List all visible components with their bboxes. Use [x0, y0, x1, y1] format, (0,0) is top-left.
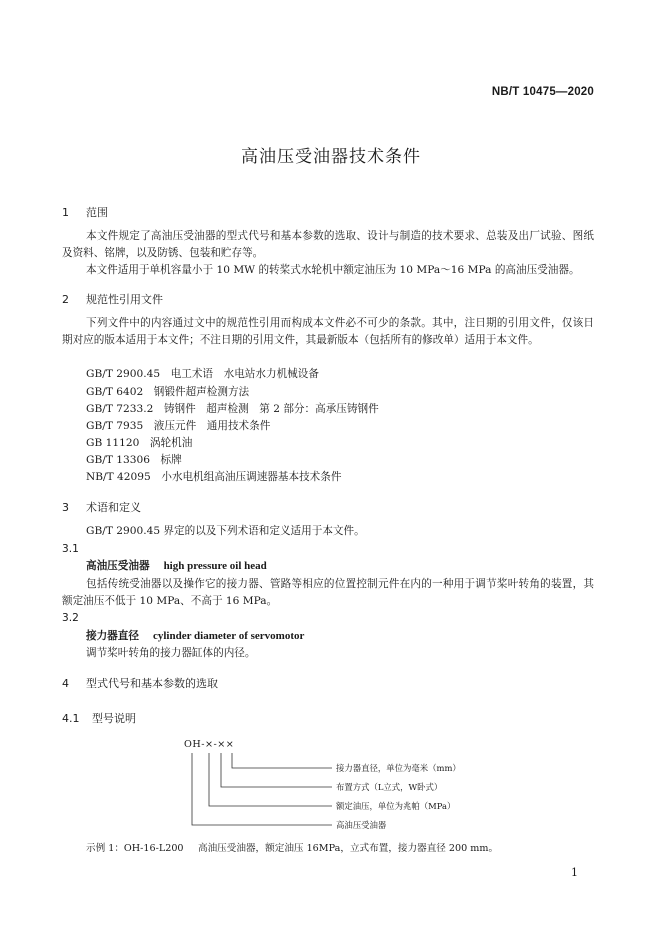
section-3-intro: GB/T 2900.45 界定的以及下列术语和定义适用于本文件。	[86, 525, 365, 537]
reference-item: GB/T 13306 标牌	[86, 454, 182, 466]
standard-code: NB/T 10475—2020	[491, 86, 594, 98]
term-number: 3.1	[62, 543, 79, 555]
reference-item: GB/T 6402 钢锻件超声检测方法	[86, 386, 250, 398]
reference-item: GB 11120 涡轮机油	[86, 437, 193, 449]
reference-item: GB/T 7935 液压元件 通用技术条件	[86, 420, 271, 432]
section-2-paragraph: 下列文件中的内容通过文中的规范性引用而构成本文件必不可少的条款。其中，注日期的引用文件，仅该日期对应的版本适用于本文件；不注日期的引用文件，其最新版本（包括所有的修改单）适用于本文件。	[62, 317, 594, 346]
diagram-label-diameter: 接力器直径，单位为毫米（mm）	[336, 763, 461, 773]
example-text: 高油压受油器，额定油压 16MPa，立式布置，接力器直径 200 mm。	[198, 843, 499, 854]
term-definition: 调节桨叶转角的接力器缸体的内径。	[86, 647, 256, 659]
leader-line-oil-head	[192, 753, 332, 825]
leader-line-pressure	[209, 753, 332, 806]
page-number: 1	[571, 866, 578, 879]
model-code: OH-×-××	[184, 739, 235, 750]
section-number: 3	[62, 501, 69, 514]
reference-item: GB/T 2900.45 电工术语 水电站水力机械设备	[86, 368, 319, 380]
example-label: 示例 1：OH-16-L200	[86, 843, 184, 854]
section-1-paragraph-1: 本文件规定了高油压受油器的型式代号和基本参数的选取、设计与制造的技术要求、总装及出厂试验、图纸及资料、铭牌，以及防锈、包装和贮存等。	[62, 230, 594, 259]
term-chinese: 接力器直径	[86, 630, 139, 642]
term-english: cylinder diameter of servomotor	[152, 630, 305, 642]
section-number: 1	[62, 206, 69, 219]
leader-line-diameter	[232, 753, 332, 768]
section-number: 4	[62, 677, 69, 690]
reference-item: GB/T 7233.2 铸钢件 超声检测 第 2 部分：高承压铸钢件	[86, 403, 379, 415]
section-title: 规范性引用文件	[86, 293, 163, 306]
subsection-title: 型号说明	[92, 712, 136, 725]
section-title: 术语和定义	[86, 501, 141, 514]
term-number: 3.2	[62, 612, 79, 624]
diagram-label-pressure: 额定油压，单位为兆帕（MPa）	[336, 801, 456, 811]
reference-item: NB/T 42095 小水电机组高油压调速器基本技术条件	[86, 471, 342, 483]
leader-line-layout	[221, 753, 332, 787]
document-title: 高油压受油器技术条件	[241, 147, 421, 167]
section-number: 2	[62, 293, 69, 306]
diagram-label-oil-head: 高油压受油器	[336, 820, 387, 830]
term-definition: 包括传统受油器以及操作它的接力器、管路等相应的位置控制元件在内的一种用于调节桨叶转角的装置，其额定油压不低于 10 MPa、不高于 16 MPa。	[62, 578, 594, 607]
term-chinese: 高油压受油器	[86, 560, 150, 572]
diagram-label-layout: 布置方式（L立式，W卧式）	[336, 782, 443, 792]
section-1-paragraph-2: 本文件适用于单机容量小于 10 MW 的转桨式水轮机中额定油压为 10 MPa～16 MPa 的高油压受油器。	[86, 264, 580, 276]
term-english: high pressure oil head	[163, 560, 267, 572]
section-title: 型式代号和基本参数的选取	[86, 677, 218, 690]
subsection-number: 4.1	[62, 712, 80, 725]
section-title: 范围	[86, 206, 108, 219]
